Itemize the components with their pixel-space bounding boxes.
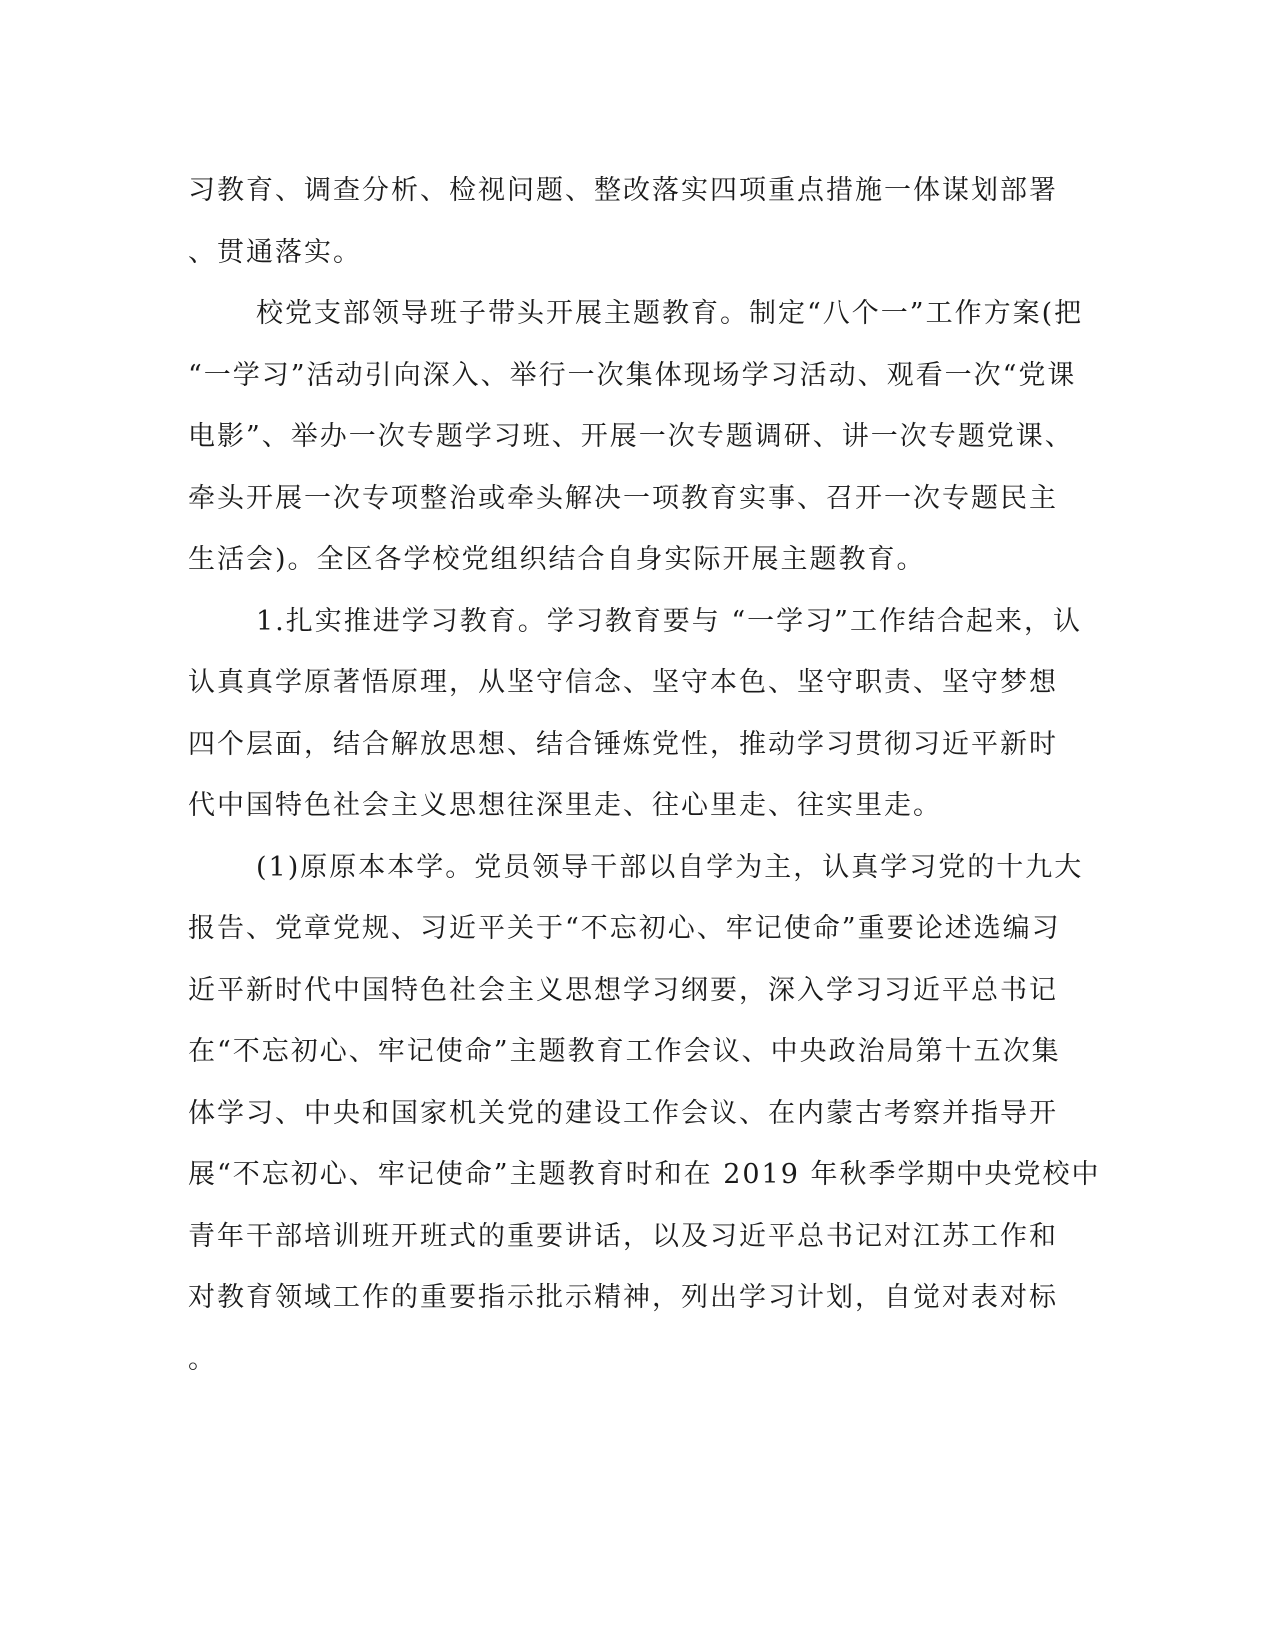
text-line: 认真真学原著悟原理，从坚守信念、坚守本色、坚守职责、坚守梦想 bbox=[188, 667, 1058, 698]
document-body bbox=[188, 160, 1101, 1390]
text-line: 代中国特色社会主义思想往深里走、往心里走、往实里走。 bbox=[188, 790, 942, 821]
paragraph-start-line: 校党支部领导班子带头开展主题教育。制定“八个一”工作方案(把 bbox=[256, 298, 1084, 329]
text-line: 。 bbox=[188, 1343, 217, 1375]
text-line: 习教育、调查分析、检视问题、整改落实四项重点措施一体谋划部署 bbox=[188, 175, 1058, 206]
text-line: 电影”、举办一次专题学习班、开展一次专题调研、讲一次专题党课、 bbox=[188, 421, 1074, 452]
text-line: 体学习、中央和国家机关党的建设工作会议、在内蒙古考察并指导开 bbox=[188, 1097, 1058, 1129]
text-line: 在“不忘初心、牢记使命”主题教育工作会议、中央政治局第十五次集 bbox=[188, 1036, 1061, 1067]
text-line: 青年干部培训班开班式的重要讲话，以及习近平总书记对江苏工作和 bbox=[188, 1220, 1058, 1252]
text-line: 近平新时代中国特色社会主义思想学习纲要，深入学习习近平总书记 bbox=[188, 974, 1058, 1006]
text-line: “一学习”活动引向深入、举行一次集体现场学习活动、观看一次“党课 bbox=[188, 359, 1077, 391]
text-line: 生活会)。全区各学校党组织结合自身实际开展主题教育。 bbox=[188, 544, 926, 575]
paragraph-start-line: 1.扎实推进学习教育。学习教育要与 “一学习”工作结合起来，认 bbox=[256, 605, 1082, 637]
text-line: 、贯通落实。 bbox=[188, 236, 362, 268]
text-line: 牵头开展一次专项整治或牵头解决一项教育实事、召开一次专题民主 bbox=[188, 482, 1058, 514]
text-line: 展“不忘初心、牢记使命”主题教育时和在 2019 年秋季学期中央党校中 bbox=[188, 1159, 1101, 1190]
text-line: 四个层面，结合解放思想、结合锤炼党性，推动学习贯彻习近平新时 bbox=[188, 728, 1058, 760]
text-line: 报告、党章党规、习近平关于“不忘初心、牢记使命”重要论述选编习 bbox=[188, 913, 1061, 944]
text-line: 对教育领域工作的重要指示批示精神，列出学习计划，自觉对表对标 bbox=[188, 1282, 1058, 1313]
paragraph-start-line: (1)原原本本学。党员领导干部以自学为主，认真学习党的十九大 bbox=[256, 851, 1084, 883]
